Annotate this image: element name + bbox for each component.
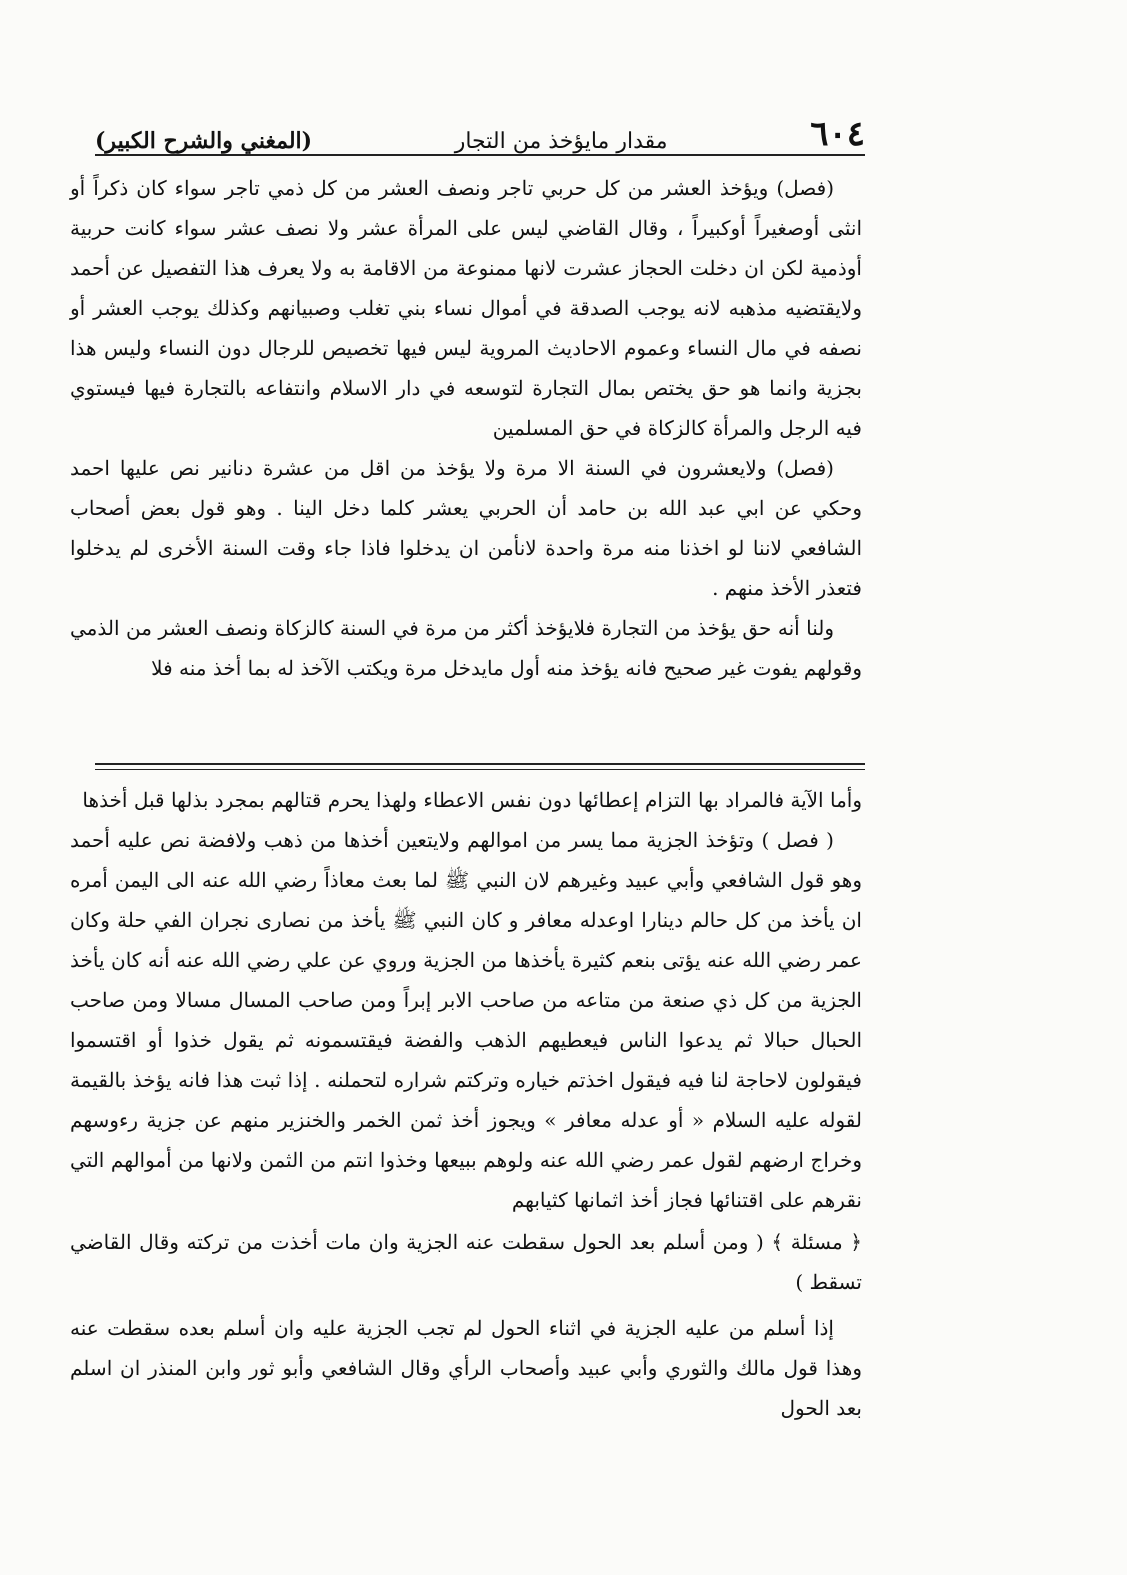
header-rule: [95, 154, 865, 156]
paragraph: وأما الآية فالمراد بها التزام إعطائها دون نفس الاعطاء ولهذا يحرم قتالهم بمجرد بذلها قبل أخذها: [82, 788, 862, 812]
paragraph: ولنا أنه حق يؤخذ من التجارة فلايؤخذ أكثر من مرة في السنة كالزكاة ونصف العشر من الذمي وقولهم يفوت غير صحيح فانه يؤخذ منه أول مايدخل مرة ويكتب الآخذ له بما أخذ منه فلا: [70, 616, 862, 680]
running-title: مقدار مايؤخذ من التجار: [454, 129, 668, 154]
page-header: [95, 108, 865, 154]
issue-heading: ﴿ مسئلة ﴾ ( ومن أسلم بعد الحول سقطت عنه الجزية وان مات أخذت من تركته وقال القاضي تسقط ): [70, 1230, 862, 1294]
paragraph: (فصل) ويؤخذ العشر من كل حربي تاجر ونصف العشر من كل ذمي تاجر سواء كان ذكراً أو انثى أوصغيراً أوكبيراً ، وقال القاضي ليس على المرأة عشر ولا نصف عشر سواء كانت حربية أوذمية لكن ان دخلت الحجاز عشرت لانها ممنوعة من الاقامة به ولا يعرف هذا التفصيل عن أحمد ولايقتضيه مذهبه لانه يوجب الصدقة في أموال نساء بني تغلب وصبيانهم وكذلك يوجب العشر أو نصفه في مال النساء وعموم الاحاديث المروية ليس فيها تخصيص للرجال دون النساء وليس هذا بجزية وانما هو حق يختص بمال التجارة لتوسعه في دار الاسلام وانتفاعه بالتجارة فيها فيستوي فيه الرجل والمرأة كالزكاة في حق المسلمين: [70, 176, 862, 440]
paragraph: (فصل) ولايعشرون في السنة الا مرة ولا يؤخذ من اقل من عشرة دنانير نص عليها احمد وحكي عن ابي عبد الله بن حامد أن الحربي يعشر كلما دخل الينا . وهو قول بعض أصحاب الشافعي لاننا لو اخذنا منه مرة واحدة لانأمن ان يدخلوا فاذا جاء وقت السنة الأخرى لم يدخلوا فتعذر الأخذ منهم .: [70, 456, 862, 600]
book-title: (المغني والشرح الكبير): [95, 128, 313, 154]
paragraph: ( فصل ) وتؤخذ الجزية مما يسر من اموالهم ولايتعين أخذها من ذهب ولافضة نص عليه أحمد وهو قول الشافعي وأبي عبيد وغيرهم لان النبي ﷺ لما بعث معاذاً رضي الله عنه الى اليمن أمره ان يأخذ من كل حالم دينارا اوعدله معافر و كان النبي ﷺ يأخذ من نصارى نجران الفي حلة وكان عمر رضي الله عنه يؤتى بنعم كثيرة يأخذها من الجزية وروي عن علي رضي الله عنه أنه كان يأخذ الجزية من كل ذي صنعة من متاعه من صاحب الابر إبراً ومن صاحب المسال مسالا ومن صاحب الحبال حبالا ثم يدعوا الناس فيعطيهم الذهب والفضة فيقتسمونه ثم يقول خذوا أو اقتسموا فيقولون لاحاجة لنا فيه فيقول اخذتم خياره وتركتم شراره لتحملنه . إذا ثبت هذا فانه يؤخذ بالقيمة لقوله عليه السلام « أو عدله معافر » ويجوز أخذ ثمن الخمر والخنزير منهم عن جزية رءوسهم وخراج ارضهم لقول عمر رضي الله عنه ولوهم ببيعها وخذوا انتم من الثمن ولانها من أموالهم التي نقرهم على اقتنائها فجاز أخذ اثمانها كثيابهم: [70, 828, 862, 1212]
main-text: [70, 168, 862, 688]
section-divider: [95, 763, 865, 770]
paragraph: إذا أسلم من عليه الجزية في اثناء الحول لم تجب الجزية عليه وان أسلم بعده سقطت عنه وهذا قول مالك والثوري وأبي عبيد وأصحاب الرأي وقال الشافعي وأبو ثور وابن المنذر ان اسلم بعد الحول: [70, 1316, 862, 1420]
page-number: ٦٠٤: [810, 114, 865, 154]
commentary-text: [70, 780, 862, 1428]
